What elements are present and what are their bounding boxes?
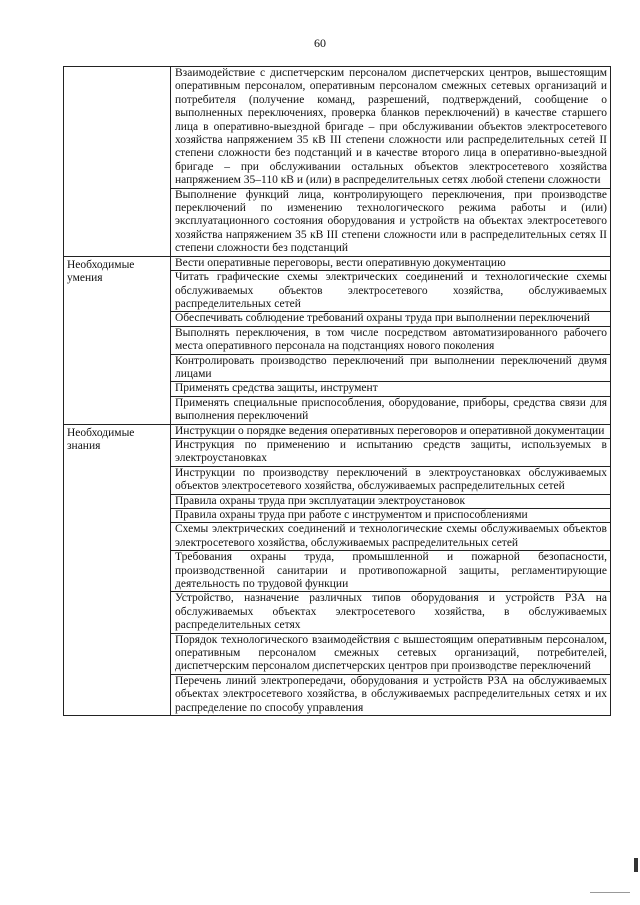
list-item: Применять специальные приспособления, оборудование, приборы, средства связи для выполнения переключений <box>175 396 607 423</box>
table-row <box>64 256 611 424</box>
items-cell <box>171 256 611 424</box>
page-number: 60 <box>314 36 326 50</box>
items-cell <box>171 67 611 257</box>
items-cell <box>171 424 611 716</box>
list-item: Читать графические схемы электрических соединений и технологические схемы обслуживаемых объектов электросетевого хозяйства, обслуживаемых распределительных сетей <box>171 271 610 312</box>
list-item: Инструкции о порядке ведения оперативных переговоров и оперативной документации <box>171 425 610 439</box>
row-label-knowledge: Необходимые знания <box>64 424 171 716</box>
competency-table <box>63 66 611 716</box>
list-item: Требования охраны труда, промышленной и пожарной безопасности, производственной санитарии и противопожарной защиты, регламентирующие деятельность по трудовой функции <box>171 551 610 592</box>
list-item: Инструкция по применению и испытанию средств защиты, используемых в электроустановках <box>171 439 610 467</box>
list-item: Выполнять переключения, в том числе посредством автоматизированного рабочего места оперативного персонала на подстанциях нового поколения <box>171 327 610 355</box>
list-item: Устройство, назначение различных типов оборудования и устройств РЗА на обслуживаемых объектах электросетевого хозяйства, в обслуживаемых распределительных сетях <box>171 592 610 633</box>
list-item: Взаимодействие с диспетчерским персоналом диспетчерских центров, вышестоящим оперативным персоналом, оперативным персоналом смежных сетевых организаций и потребителя (получение команд, разрешений, подтверждений, сообщение о выполненных переключениях, проверка бланков переключений) в качестве старшего лица в оперативно-выездной бригаде – при обслуживании объектов электросетевого хозяйства напряжением 35 кВ III степени сложности или распределительных сетей II степени сложности без подстанций и в качестве второго лица в оперативно-выездной бригаде – при обслуживании остальных объектов электросетевого хозяйства напряжением 35–110 кВ и (или) в распределительных сетях любой степени сложности <box>171 67 610 189</box>
list-item: Обеспечивать соблюдение требований охраны труда при выполнении переключений <box>171 312 610 326</box>
list-item: Применять средства защиты, инструмент <box>171 382 610 396</box>
list-item: Правила охраны труда при работе с инструментом и приспособлениями <box>171 509 610 523</box>
scan-edge-mark <box>634 858 638 872</box>
row-label-skills: Необходимые умения <box>64 256 171 424</box>
list-item: Выполнение функций лица, контролирующего переключения, при производстве переключений по изменению технологического режима работы и (или) эксплуатационного состояния оборудования и устройств на объектах электросетевого хозяйства напряжением 35 кВ III степени сложности или в распределительных сетях II степени сложности без подстанций <box>175 188 607 255</box>
list-item: Перечень линий электропередачи, оборудования и устройств РЗА на обслуживаемых объектах электросетевого хозяйства, в обслуживаемых распределительных сетях и их распределение по способу управления <box>175 674 607 714</box>
row-label-empty <box>64 67 171 257</box>
list-item: Правила охраны труда при эксплуатации электроустановок <box>171 495 610 509</box>
bottom-divider <box>590 892 630 893</box>
list-item: Контролировать производство переключений при выполнении переключений двумя лицами <box>171 355 610 383</box>
list-item: Схемы электрических соединений и технологические схемы обслуживаемых объектов электросетевого хозяйства, обслуживаемых распределительных сетей <box>171 523 610 551</box>
list-item: Порядок технологического взаимодействия с вышестоящим оперативным персоналом, оперативным персоналом смежных сетевых организаций, потребителей, диспетчерским персоналом диспетчерских центров при производстве переключений <box>171 634 610 675</box>
list-item: Вести оперативные переговоры, вести оперативную документацию <box>171 257 610 271</box>
table-row <box>64 67 611 257</box>
list-item: Инструкции по производству переключений в электроустановках обслуживаемых объектов электросетевого хозяйства, обслуживаемых распределительных сетей <box>171 467 610 495</box>
table-row <box>64 424 611 716</box>
